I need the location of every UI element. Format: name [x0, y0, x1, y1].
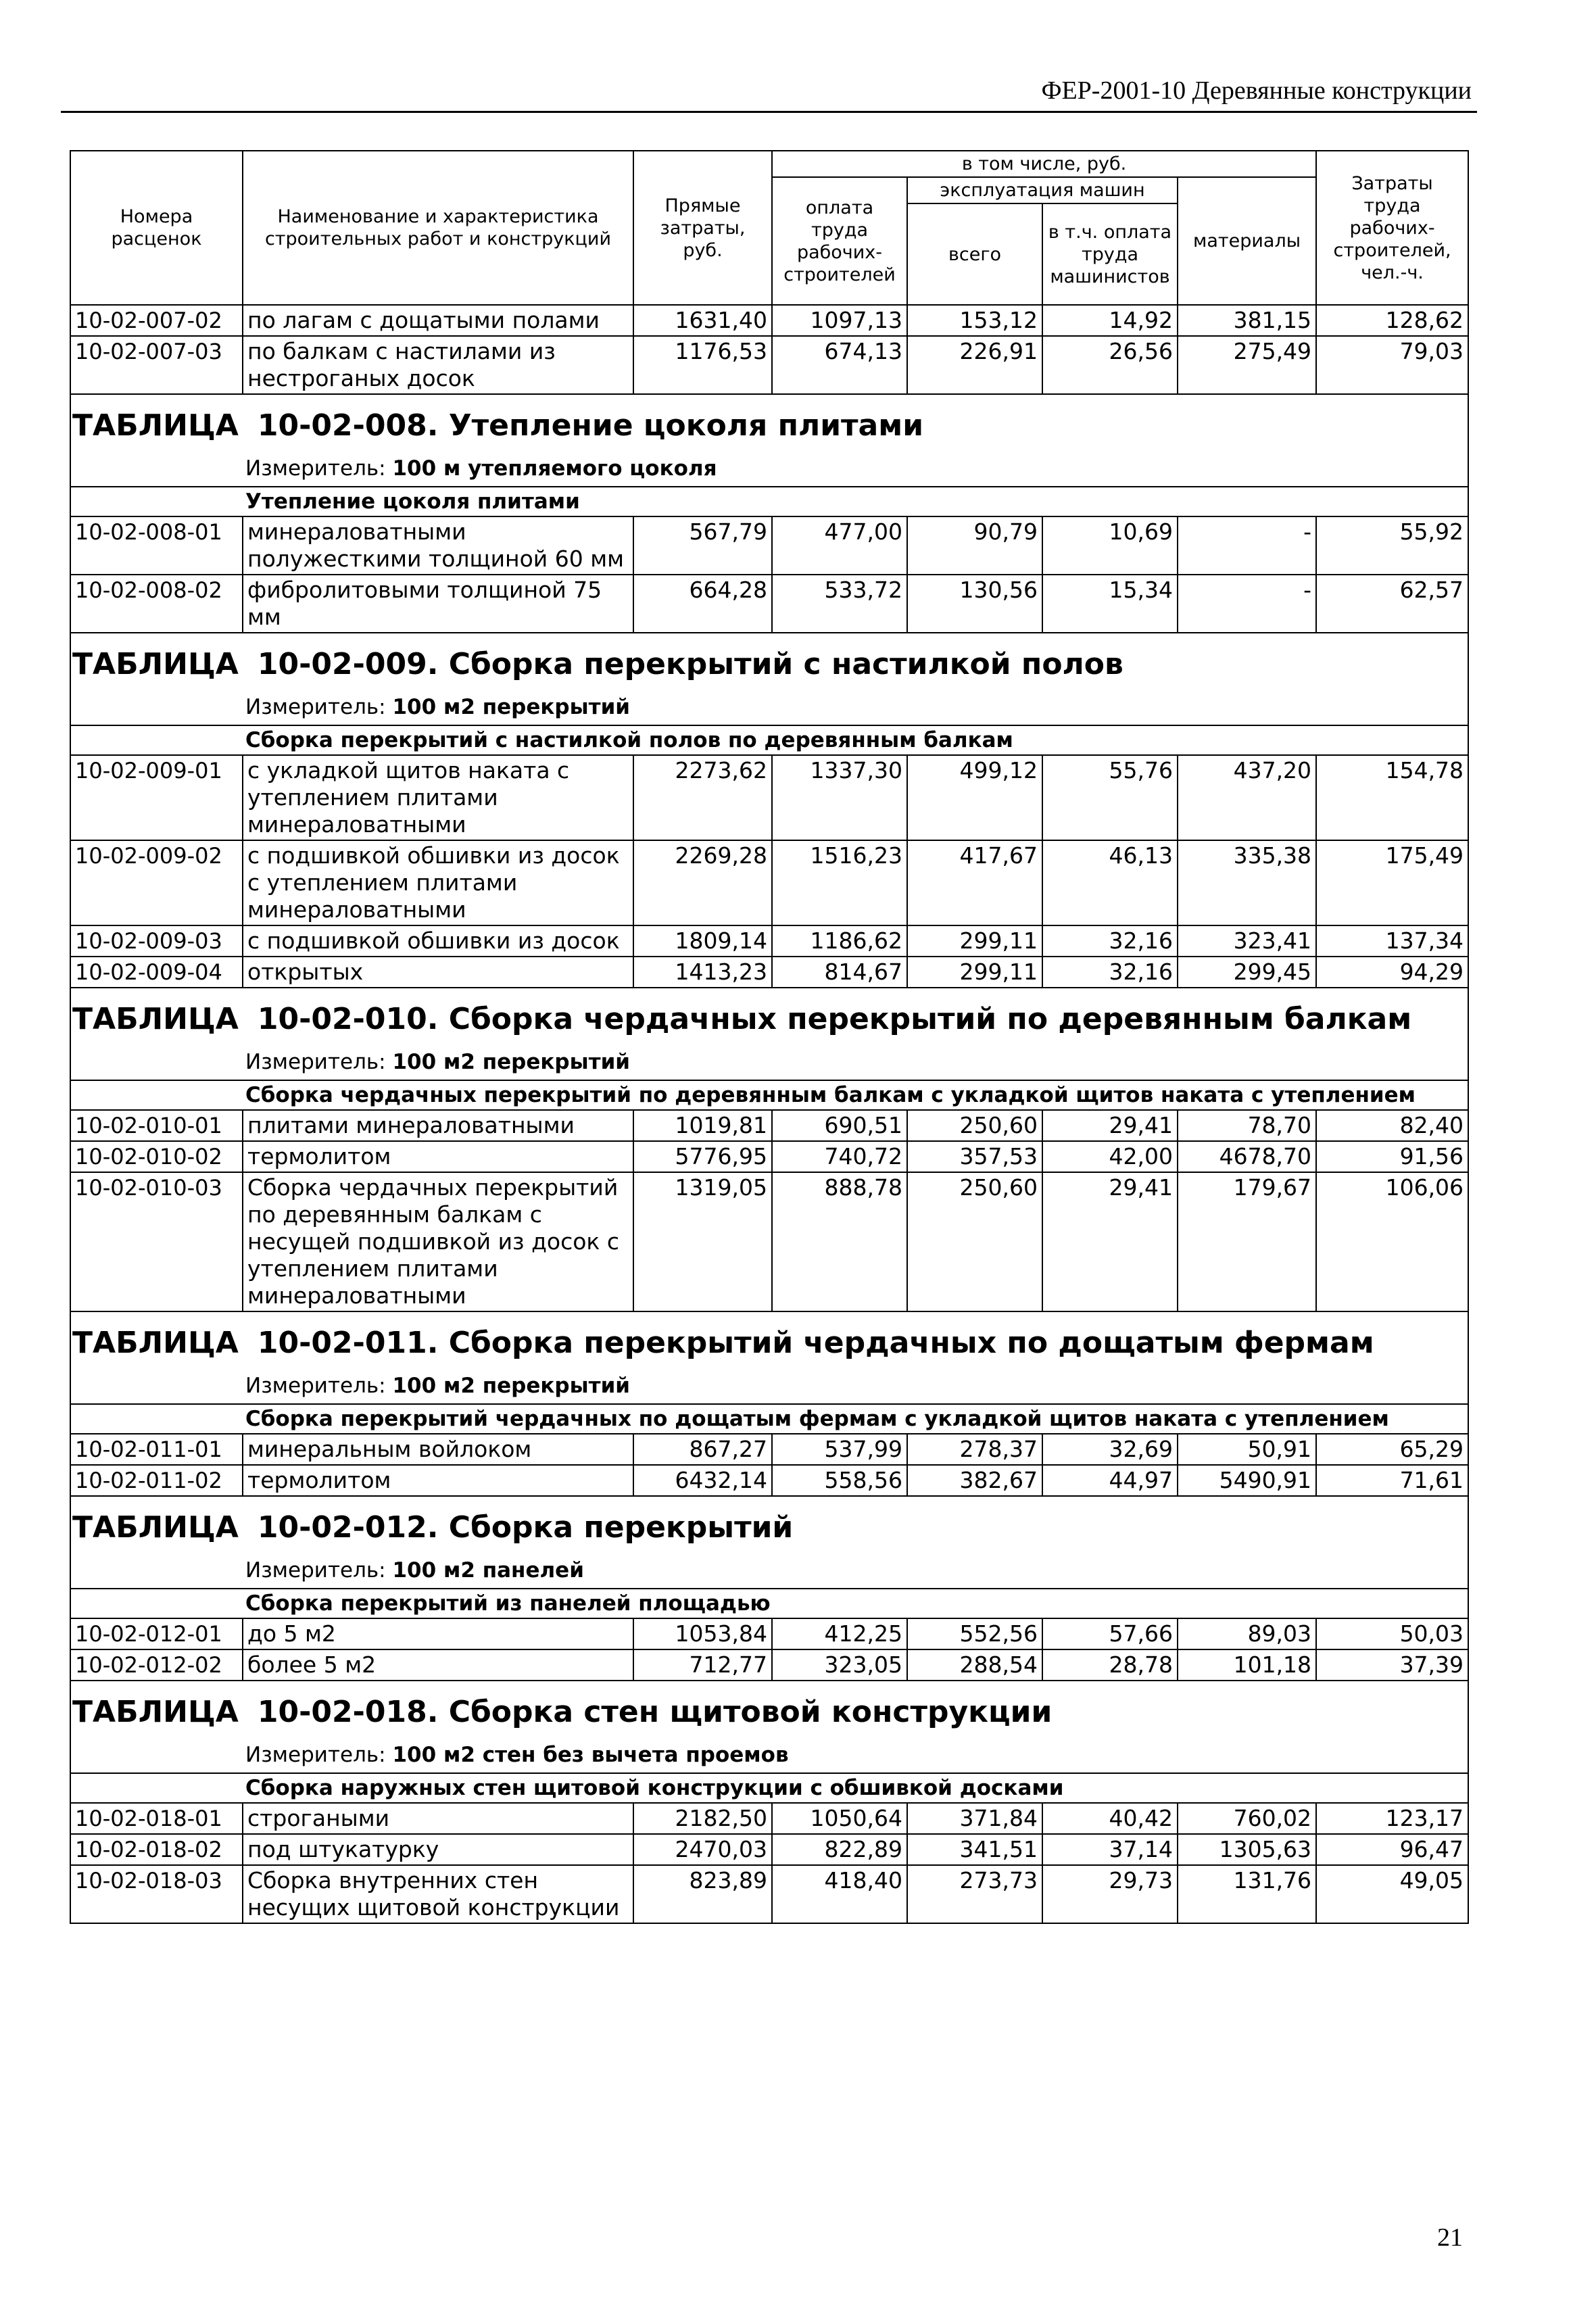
- materials: 760,02: [1178, 1803, 1316, 1834]
- labor-pay: 412,25: [772, 1618, 907, 1649]
- labor-pay: 418,40: [772, 1865, 907, 1923]
- labor-cost: 137,34: [1316, 925, 1468, 957]
- materials: 101,18: [1178, 1649, 1316, 1681]
- machines-pay: 44,97: [1042, 1465, 1178, 1496]
- rate-name: термолитом: [243, 1465, 633, 1496]
- labor-cost: 50,03: [1316, 1618, 1468, 1649]
- table-number: 10-02-009.: [257, 647, 439, 681]
- table-title-text: Сборка перекрытий с настилкой полов: [448, 647, 1123, 681]
- table-number: 10-02-010.: [257, 1002, 439, 1036]
- labor-pay: 1516,23: [772, 840, 907, 925]
- rate-code: 10-02-011-02: [70, 1465, 243, 1496]
- rates-table: [70, 150, 1469, 1924]
- direct-cost: 867,27: [633, 1434, 772, 1465]
- direct-cost: 1053,84: [633, 1618, 772, 1649]
- section-row: [70, 725, 1468, 755]
- materials: 323,41: [1178, 925, 1316, 957]
- rate-code: 10-02-007-02: [70, 305, 243, 336]
- header-labor-cost: Затраты труда рабочих-строителей, чел.-ч.: [1316, 151, 1468, 305]
- table-row: [70, 1465, 1468, 1496]
- table-row: [70, 840, 1468, 925]
- measure-value: 100 м2 перекрытий: [392, 1374, 631, 1398]
- labor-pay: 533,72: [772, 575, 907, 633]
- measure-label: Измеритель:: [245, 695, 386, 719]
- rate-name: термолитом: [243, 1141, 633, 1172]
- labor-cost: 79,03: [1316, 336, 1468, 394]
- materials: 275,49: [1178, 336, 1316, 394]
- direct-cost: 1176,53: [633, 336, 772, 394]
- measure-row: [70, 1044, 1468, 1080]
- materials: 78,70: [1178, 1110, 1316, 1141]
- rate-name: более 5 м2: [243, 1649, 633, 1681]
- materials: -: [1178, 516, 1316, 575]
- measure-row: [70, 690, 1468, 725]
- header-machines-pay: в т.ч. оплата труда машинистов: [1042, 203, 1178, 305]
- header-machines-total: всего: [907, 203, 1042, 305]
- labor-cost: 154,78: [1316, 755, 1468, 840]
- section-title: Сборка чердачных перекрытий по деревянным балкам с укладкой щитов наката с утеплением: [70, 1080, 1468, 1110]
- labor-cost: 55,92: [1316, 516, 1468, 575]
- table-number: 10-02-008.: [257, 408, 439, 443]
- machines-pay: 29,73: [1042, 1865, 1178, 1923]
- machines-total: 288,54: [907, 1649, 1042, 1681]
- machines-total: 371,84: [907, 1803, 1042, 1834]
- rate-name: Сборка чердачных перекрытий по деревянным балкам с несущей подшивкой из досок с утеплением плитами минераловатными: [243, 1172, 633, 1311]
- rate-code: 10-02-008-01: [70, 516, 243, 575]
- rate-name: фибролитовыми толщиной 75 мм: [243, 575, 633, 633]
- table-row: [70, 1865, 1468, 1923]
- direct-cost: 1413,23: [633, 957, 772, 988]
- rate-name: с укладкой щитов наката с утеплением плитами минераловатными: [243, 755, 633, 840]
- rate-code: 10-02-009-01: [70, 755, 243, 840]
- measure-value: 100 м2 панелей: [392, 1558, 584, 1583]
- machines-total: 90,79: [907, 516, 1042, 575]
- direct-cost: 823,89: [633, 1865, 772, 1923]
- table-row: [70, 516, 1468, 575]
- page-number: 21: [1437, 2223, 1463, 2252]
- header-direct: Прямые затраты, руб.: [633, 151, 772, 305]
- machines-total: 552,56: [907, 1618, 1042, 1649]
- rate-name: минераловатными полужесткими толщиной 60 мм: [243, 516, 633, 575]
- machines-total: 250,60: [907, 1110, 1042, 1141]
- labor-cost: 71,61: [1316, 1465, 1468, 1496]
- machines-total: 382,67: [907, 1465, 1042, 1496]
- rate-name: до 5 м2: [243, 1618, 633, 1649]
- table-title-row: [70, 394, 1468, 451]
- labor-cost: 37,39: [1316, 1649, 1468, 1681]
- rate-code: 10-02-007-03: [70, 336, 243, 394]
- labor-cost: 65,29: [1316, 1434, 1468, 1465]
- machines-total: 417,67: [907, 840, 1042, 925]
- direct-cost: 2269,28: [633, 840, 772, 925]
- materials: 1305,63: [1178, 1834, 1316, 1865]
- table-title-row: [70, 1681, 1468, 1737]
- labor-pay: 690,51: [772, 1110, 907, 1141]
- measure-value: 100 м2 стен без вычета проемов: [392, 1743, 789, 1767]
- table-label: ТАБЛИЦА: [72, 1002, 239, 1036]
- machines-pay: 32,69: [1042, 1434, 1178, 1465]
- table-title-text: Сборка перекрытий: [448, 1510, 794, 1545]
- materials: 5490,91: [1178, 1465, 1316, 1496]
- rate-code: 10-02-010-02: [70, 1141, 243, 1172]
- page-header: [61, 73, 1477, 113]
- table-label: ТАБЛИЦА: [72, 647, 239, 681]
- table-title: [70, 633, 1468, 690]
- labor-pay: 814,67: [772, 957, 907, 988]
- measure-label: Измеритель:: [245, 456, 386, 481]
- measure-label: Измеритель:: [245, 1743, 386, 1767]
- table-row: [70, 1434, 1468, 1465]
- machines-pay: 46,13: [1042, 840, 1178, 925]
- rate-code: 10-02-018-01: [70, 1803, 243, 1834]
- direct-cost: 6432,14: [633, 1465, 772, 1496]
- table-title-text: Сборка чердачных перекрытий по деревянным балкам: [448, 1002, 1412, 1036]
- table-title-text: Утепление цоколя плитами: [448, 408, 924, 443]
- table-row: [70, 575, 1468, 633]
- machines-pay: 32,16: [1042, 957, 1178, 988]
- machines-pay: 32,16: [1042, 925, 1178, 957]
- machines-pay: 28,78: [1042, 1649, 1178, 1681]
- rate-name: строгаными: [243, 1803, 633, 1834]
- table-row: [70, 1141, 1468, 1172]
- section-title: Сборка перекрытий с настилкой полов по деревянным балкам: [70, 725, 1468, 755]
- machines-pay: 29,41: [1042, 1110, 1178, 1141]
- rate-name: под штукатурку: [243, 1834, 633, 1865]
- table-label: ТАБЛИЦА: [72, 1695, 239, 1729]
- rate-code: 10-02-009-04: [70, 957, 243, 988]
- labor-pay: 674,13: [772, 336, 907, 394]
- direct-cost: 5776,95: [633, 1141, 772, 1172]
- machines-total: 299,11: [907, 957, 1042, 988]
- labor-cost: 96,47: [1316, 1834, 1468, 1865]
- direct-cost: 2182,50: [633, 1803, 772, 1834]
- header-name: Наименование и характеристика строительных работ и конструкций: [243, 151, 633, 305]
- table-row: [70, 336, 1468, 394]
- table-title: [70, 1496, 1468, 1553]
- measure: [70, 690, 1468, 725]
- rate-code: 10-02-009-03: [70, 925, 243, 957]
- labor-pay: 323,05: [772, 1649, 907, 1681]
- labor-pay: 1186,62: [772, 925, 907, 957]
- measure-label: Измеритель:: [245, 1050, 386, 1074]
- header-materials: материалы: [1178, 177, 1316, 305]
- section-title: Сборка наружных стен щитовой конструкции с обшивкой досками: [70, 1773, 1468, 1803]
- measure-label: Измеритель:: [245, 1374, 386, 1398]
- direct-cost: 1019,81: [633, 1110, 772, 1141]
- table-body: [70, 305, 1468, 1923]
- machines-pay: 55,76: [1042, 755, 1178, 840]
- direct-cost: 2273,62: [633, 755, 772, 840]
- header-labor-pay: оплата труда рабочих-строителей: [772, 177, 907, 305]
- table-label: ТАБЛИЦА: [72, 1326, 239, 1360]
- table-title-row: [70, 1496, 1468, 1553]
- machines-pay: 14,92: [1042, 305, 1178, 336]
- labor-cost: 94,29: [1316, 957, 1468, 988]
- labor-pay: 1050,64: [772, 1803, 907, 1834]
- table-title-text: Сборка стен щитовой конструкции: [448, 1695, 1053, 1729]
- machines-pay: 29,41: [1042, 1172, 1178, 1311]
- materials: 179,67: [1178, 1172, 1316, 1311]
- machines-total: 499,12: [907, 755, 1042, 840]
- page-header-text: ФЕР-2001-10 Деревянные конструкции: [1041, 76, 1472, 105]
- labor-pay: 1337,30: [772, 755, 907, 840]
- measure: [70, 1737, 1468, 1773]
- rate-name: с подшивкой обшивки из досок: [243, 925, 633, 957]
- measure-value: 100 м2 перекрытий: [392, 695, 631, 719]
- table-number: 10-02-012.: [257, 1510, 439, 1545]
- labor-cost: 106,06: [1316, 1172, 1468, 1311]
- machines-total: 357,53: [907, 1141, 1042, 1172]
- materials: 4678,70: [1178, 1141, 1316, 1172]
- labor-cost: 62,57: [1316, 575, 1468, 633]
- machines-pay: 37,14: [1042, 1834, 1178, 1865]
- labor-pay: 1097,13: [772, 305, 907, 336]
- table-row: [70, 1618, 1468, 1649]
- labor-pay: 822,89: [772, 1834, 907, 1865]
- materials: 437,20: [1178, 755, 1316, 840]
- machines-pay: 15,34: [1042, 575, 1178, 633]
- direct-cost: 2470,03: [633, 1834, 772, 1865]
- table-title-row: [70, 988, 1468, 1044]
- direct-cost: 664,28: [633, 575, 772, 633]
- direct-cost: 1809,14: [633, 925, 772, 957]
- machines-total: 299,11: [907, 925, 1042, 957]
- labor-pay: 477,00: [772, 516, 907, 575]
- materials: 50,91: [1178, 1434, 1316, 1465]
- section-row: [70, 1404, 1468, 1434]
- machines-total: 273,73: [907, 1865, 1042, 1923]
- labor-pay: 740,72: [772, 1141, 907, 1172]
- table-title-row: [70, 1311, 1468, 1368]
- table-row: [70, 755, 1468, 840]
- rate-code: 10-02-008-02: [70, 575, 243, 633]
- measure: [70, 1044, 1468, 1080]
- measure-value: 100 м утепляемого цоколя: [392, 456, 717, 481]
- labor-cost: 123,17: [1316, 1803, 1468, 1834]
- materials: 131,76: [1178, 1865, 1316, 1923]
- direct-cost: 1319,05: [633, 1172, 772, 1311]
- materials: -: [1178, 575, 1316, 633]
- section-row: [70, 1589, 1468, 1618]
- table-row: [70, 305, 1468, 336]
- rate-code: 10-02-018-03: [70, 1865, 243, 1923]
- table-title-row: [70, 633, 1468, 690]
- table-title: [70, 1311, 1468, 1368]
- materials: 299,45: [1178, 957, 1316, 988]
- measure: [70, 1368, 1468, 1404]
- table-header: [70, 151, 1468, 305]
- measure-row: [70, 451, 1468, 487]
- section-row: [70, 487, 1468, 516]
- table-row: [70, 1834, 1468, 1865]
- rate-name: открытых: [243, 957, 633, 988]
- table-row: [70, 1110, 1468, 1141]
- table-label: ТАБЛИЦА: [72, 408, 239, 443]
- rate-name: по лагам с дощатыми полами: [243, 305, 633, 336]
- labor-cost: 91,56: [1316, 1141, 1468, 1172]
- section-row: [70, 1080, 1468, 1110]
- labor-cost: 175,49: [1316, 840, 1468, 925]
- direct-cost: 567,79: [633, 516, 772, 575]
- table-label: ТАБЛИЦА: [72, 1510, 239, 1545]
- rate-name: по балкам с настилами из нестроганых досок: [243, 336, 633, 394]
- table-title: [70, 988, 1468, 1044]
- measure-row: [70, 1553, 1468, 1589]
- rate-code: 10-02-010-03: [70, 1172, 243, 1311]
- machines-total: 250,60: [907, 1172, 1042, 1311]
- rate-name: плитами минераловатными: [243, 1110, 633, 1141]
- labor-cost: 82,40: [1316, 1110, 1468, 1141]
- header-machines: эксплуатация машин: [907, 177, 1178, 203]
- table-title: [70, 394, 1468, 451]
- section-title: Сборка перекрытий из панелей площадью: [70, 1589, 1468, 1618]
- labor-cost: 128,62: [1316, 305, 1468, 336]
- table-row: [70, 1649, 1468, 1681]
- machines-pay: 57,66: [1042, 1618, 1178, 1649]
- table-title: [70, 1681, 1468, 1737]
- direct-cost: 1631,40: [633, 305, 772, 336]
- rate-code: 10-02-012-01: [70, 1618, 243, 1649]
- measure-row: [70, 1368, 1468, 1404]
- section-title: Сборка перекрытий чердачных по дощатым фермам с укладкой щитов наката с утеплением: [70, 1404, 1468, 1434]
- rate-name: с подшивкой обшивки из досок с утеплением плитами минераловатными: [243, 840, 633, 925]
- rate-code: 10-02-009-02: [70, 840, 243, 925]
- table-row: [70, 1172, 1468, 1311]
- machines-total: 130,56: [907, 575, 1042, 633]
- materials: 381,15: [1178, 305, 1316, 336]
- machines-total: 341,51: [907, 1834, 1042, 1865]
- table-title-text: Сборка перекрытий чердачных по дощатым фермам: [448, 1326, 1374, 1360]
- machines-total: 278,37: [907, 1434, 1042, 1465]
- machines-total: 153,12: [907, 305, 1042, 336]
- measure: [70, 451, 1468, 487]
- machines-pay: 26,56: [1042, 336, 1178, 394]
- table-row: [70, 1803, 1468, 1834]
- table-row: [70, 925, 1468, 957]
- section-title: Утепление цоколя плитами: [70, 487, 1468, 516]
- table-row: [70, 957, 1468, 988]
- materials: 335,38: [1178, 840, 1316, 925]
- rate-code: 10-02-012-02: [70, 1649, 243, 1681]
- rate-code: 10-02-011-01: [70, 1434, 243, 1465]
- machines-pay: 42,00: [1042, 1141, 1178, 1172]
- header-incl: в том числе, руб.: [772, 151, 1316, 177]
- measure-value: 100 м2 перекрытий: [392, 1050, 631, 1074]
- direct-cost: 712,77: [633, 1649, 772, 1681]
- labor-pay: 537,99: [772, 1434, 907, 1465]
- rate-name: минеральным войлоком: [243, 1434, 633, 1465]
- table-number: 10-02-011.: [257, 1326, 439, 1360]
- header-code: Номера расценок: [70, 151, 243, 305]
- machines-pay: 10,69: [1042, 516, 1178, 575]
- labor-cost: 49,05: [1316, 1865, 1468, 1923]
- section-row: [70, 1773, 1468, 1803]
- measure-row: [70, 1737, 1468, 1773]
- labor-pay: 558,56: [772, 1465, 907, 1496]
- measure-label: Измеритель:: [245, 1558, 386, 1583]
- measure: [70, 1553, 1468, 1589]
- table-number: 10-02-018.: [257, 1695, 439, 1729]
- machines-total: 226,91: [907, 336, 1042, 394]
- rate-name: Сборка внутренних стен несущих щитовой конструкции: [243, 1865, 633, 1923]
- labor-pay: 888,78: [772, 1172, 907, 1311]
- rate-code: 10-02-018-02: [70, 1834, 243, 1865]
- machines-pay: 40,42: [1042, 1803, 1178, 1834]
- rate-code: 10-02-010-01: [70, 1110, 243, 1141]
- materials: 89,03: [1178, 1618, 1316, 1649]
